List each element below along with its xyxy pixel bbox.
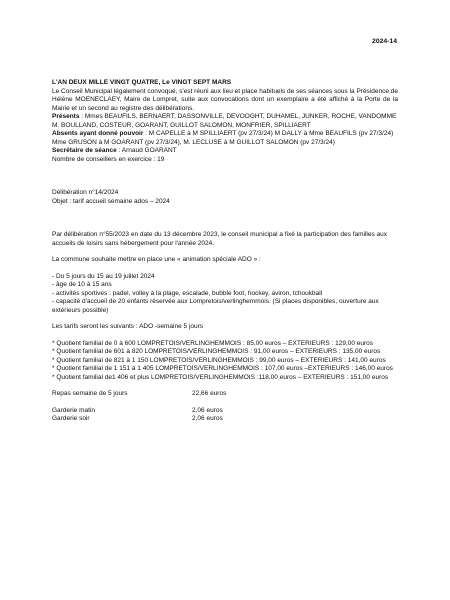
members-count: Nombre de conseillers en exercice : 19	[52, 155, 165, 163]
bullet-item: - Du 5 jours du 15 au 19 juillet 2024	[52, 272, 155, 280]
absents-paragraph	[52, 130, 398, 147]
bullet-item: - capacité d'accueil de 20 enfants réservée aux Lompretois/verlinghemmois. (Si places disponibles, ouverture aux extérieurs possible)	[52, 298, 379, 314]
document-heading: L'AN DEUX MILLE VINGT QUATRE, Le VINGT SEPT MARS	[52, 79, 232, 86]
tariff-line: * Quotient familial de 0 à 600 LOMPRETOIS/VERLINGHEMMOIS : 85,00 euros – EXTERIEURS : 129,00 euros	[52, 339, 374, 347]
price-label: Garderie soir	[52, 415, 90, 422]
deliberation-number: Délibération n°14/2024	[52, 189, 119, 196]
price-value: 2,06 euros	[192, 415, 223, 422]
intro-paragraph: Le Conseil Municipal légalement convoqué, s'est réuni aux lieu et place habituels de ses séances sous la Présidence de Hélène MOENECLAEY, Maire de Lompret, suite aux convocations dont un exemplaire a été affiché à la Porte de la Mairie et un second au registre des délibérations.	[52, 87, 398, 112]
presents-label: Présents	[52, 113, 80, 120]
paragraph-previous-deliberation: Par délibération n°55/2023 en date du 13 décembre 2023, le conseil municipal a fixé la participation des familles aux accueils de loisirs sans hébergement pour l'année 2024.	[52, 231, 388, 247]
price-label: Repas semaine de 5 jours	[52, 390, 128, 397]
secretary-text: : Arnaud GOARANT	[116, 147, 177, 154]
price-row-meals	[52, 390, 398, 399]
price-row-evening-care	[52, 415, 398, 424]
document-body	[52, 79, 398, 424]
presents-paragraph	[52, 113, 398, 130]
tariff-line: * Quotient familial de 601 à 820 LOMPRETOIS/VERLINGHEMMOIS : 91,00 euros – EXTERIEURS : 135,00 euros	[52, 348, 381, 355]
bullet-item: - activités sportives : padel, volley à la plage, escalade, bubble foot, hockey, aviron, tchoukball	[52, 289, 323, 297]
secretary-paragraph	[52, 147, 398, 156]
price-label: Garderie matin	[52, 406, 95, 414]
tariffs-intro: Les tarifs seront les suivants : ADO -semaine 5 jours	[52, 323, 204, 330]
price-row-morning-care	[52, 407, 398, 416]
tariff-line: * Quotient familial de1 406 et plus LOMPRETOIS/VERLINGHEMMOIS :118,00 euros – EXTERIEURS : 151,00 euros	[52, 373, 389, 381]
deliberation-object: Objet : tarif accueil semaine ados – 2024	[52, 197, 170, 205]
absents-label: Absents ayant donné pouvoir	[52, 130, 144, 137]
tariff-line: * Quotient familial de 1 151 à 1 405 LOMPRETOIS/VERLINGHEMMOIS : 107,00 euros –EXTERIEURS : 146,00 euros	[52, 365, 393, 372]
document-reference: 2024-14	[372, 38, 397, 45]
paragraph-animation-ado: La commune souhaite mettre en place une « animation spéciale ADO » :	[52, 256, 261, 263]
tariff-line: * Quotient familial de 821 à 1 150 LOMPRETOIS/VERLINGHEMMOIS : 99,00 euros – EXTERIEURS : 141,00 euros	[52, 356, 386, 364]
price-value: 2,06 euros	[192, 406, 223, 414]
presents-text: : Mmes BEAUFILS, BERNAERT, DASSONVILLE, DEVOOGHT, DUHAMEL, JUNKER, ROCHE, VANDOMME M. BOULLAND, COSTEUR, GOARANT, GUILLOT SALOMON, MONFRIER, SPILLIAERT	[52, 113, 397, 129]
bullet-item: - âge de 10 à 15 ans	[52, 281, 112, 288]
price-value: 22,66 euros	[192, 390, 227, 397]
secretary-label: Secrétaire de séance	[52, 147, 117, 154]
absents-text: : M CAPELLE à M SPILLIAERT (pv 27/3/24) M DALLY à Mme BEAUFILS (pv 27/3/24) Mme GRUSON à M GOARANT (pv 27/3/24), M. LECLUSE à M GUILLOT SALOMON (pv 27/3/24)	[52, 130, 394, 146]
